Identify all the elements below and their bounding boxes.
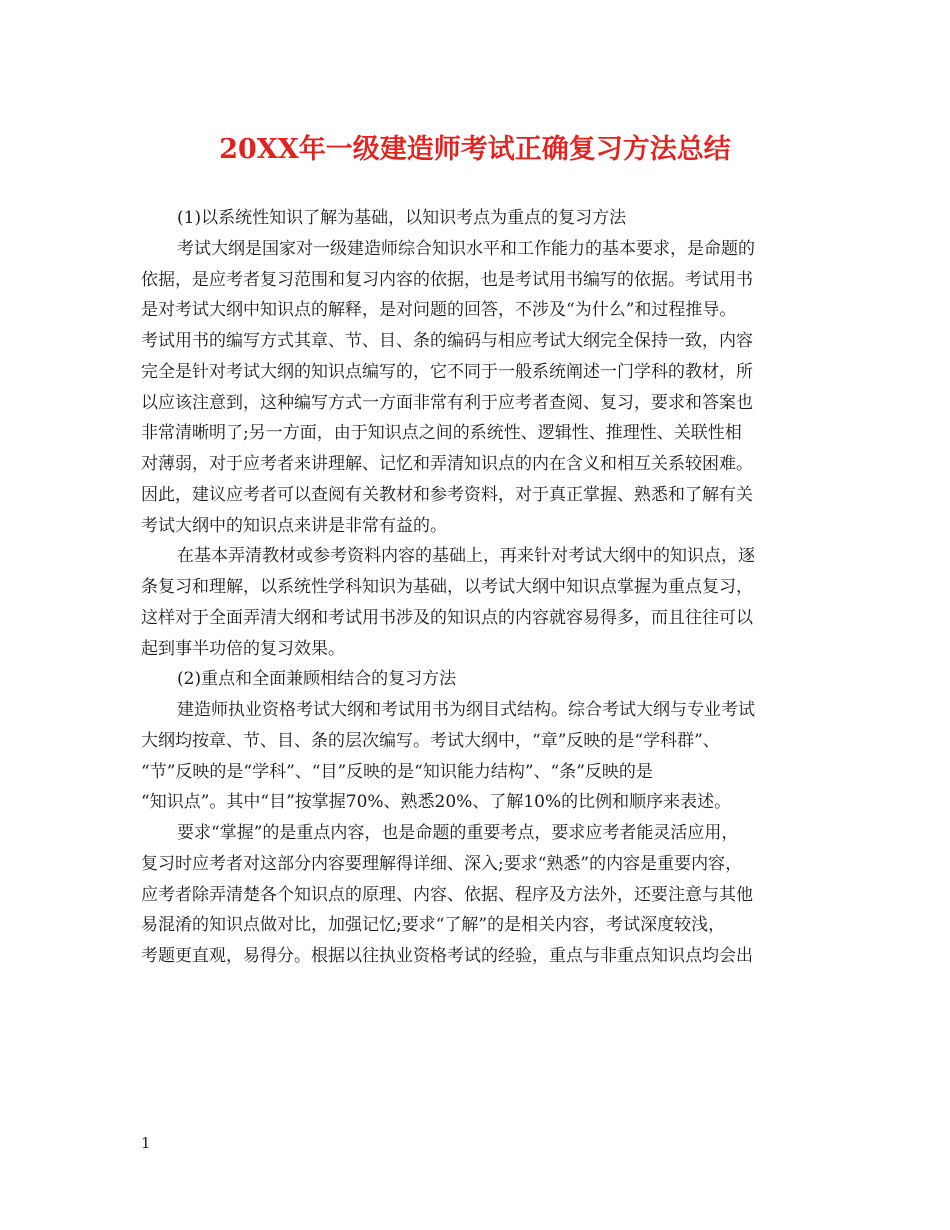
body-line: (1)以系统性知识了解为基础，以知识考点为重点的复习方法 — [177, 208, 627, 228]
body-line: 以应该注意到，这种编写方式一方面非常有利于应考者查阅、复习，要求和答案也 — [141, 392, 753, 413]
body-line: 考题更直观，易得分。根据以往执业资格考试的经验，重点与非重点知识点均会出 — [141, 946, 753, 966]
body-line: 易混淆的知识点做对比，加强记忆;要求“了解”的是相关内容，考试深度较浅， — [141, 915, 726, 936]
body-line: 考试用书的编写方式其章、节、目、条的编码与相应考试大纲完全保持一致，内容 — [141, 331, 753, 351]
body-line: 考试大纲是国家对一级建造师综合知识水平和工作能力的基本要求，是命题的 — [177, 238, 755, 259]
body-line: 应考者除弄清楚各个知识点的原理、内容、依据、程序及方法外，还要注意与其他 — [141, 884, 753, 905]
body-line: 条复习和理解，以系统性学科知识为基础，以考试大纲中知识点掌握为重点复习， — [141, 577, 753, 597]
body-line: 非常清晰明了;另一方面，由于知识点之间的系统性、逻辑性、推理性、关联性相 — [141, 423, 742, 444]
body-line: 对薄弱，对于应考者来讲理解、记忆和弄清知识点的内在含义和相互关系较困难。 — [141, 454, 753, 474]
body-line: 建造师执业资格考试大纲和考试用书为纲目式结构。综合考试大纲与专业考试 — [177, 700, 755, 720]
document-title: 20XX年一级建造师考试正确复习方法总结 — [219, 134, 731, 165]
page-number: 1 — [141, 1134, 151, 1152]
body-line: (2)重点和全面兼顾相结合的复习方法 — [177, 669, 457, 690]
body-line: 起到事半功倍的复习效果。 — [141, 638, 345, 659]
body-line: 依据，是应考者复习范围和复习内容的依据，也是考试用书编写的依据。考试用书 — [141, 269, 753, 290]
body-line: 因此，建议应考者可以查阅有关教材和参考资料，对于真正掌握、熟悉和了解有关 — [141, 484, 753, 505]
body-line: “节”反映的是“学科”、“目”反映的是“知识能力结构”、“条”反映的是 — [141, 761, 653, 782]
body-line: 完全是针对考试大纲的知识点编写的，它不同于一般系统阐述一门学科的教材，所 — [141, 361, 753, 382]
body-line: 是对考试大纲中知识点的解释，是对问题的回答，不涉及“为什么”和过程推导。 — [141, 300, 737, 321]
body-line: 要求“掌握”的是重点内容，也是命题的重要考点，要求应考者能灵活应用， — [177, 823, 739, 843]
body-line: 考试大纲中的知识点来讲是非常有益的。 — [141, 515, 447, 536]
body-line: 复习时应考者对这部分内容要理解得详细、深入;要求“熟悉”的内容是重要内容， — [141, 853, 743, 874]
body-line: “知识点”。其中“目”按掌握70%、熟悉20%、了解10%的比例和顺序来表述。 — [141, 792, 732, 813]
body-line: 大纲均按章、节、目、条的层次编写。考试大纲中，“章”反映的是“学科群”、 — [141, 730, 720, 751]
document-body — [141, 203, 821, 972]
body-line: 在基本弄清教材或参考资料内容的基础上，再来针对考试大纲中的知识点，逐 — [177, 546, 755, 567]
body-line: 这样对于全面弄清大纲和考试用书涉及的知识点的内容就容易得多，而且往往可以 — [141, 607, 753, 628]
